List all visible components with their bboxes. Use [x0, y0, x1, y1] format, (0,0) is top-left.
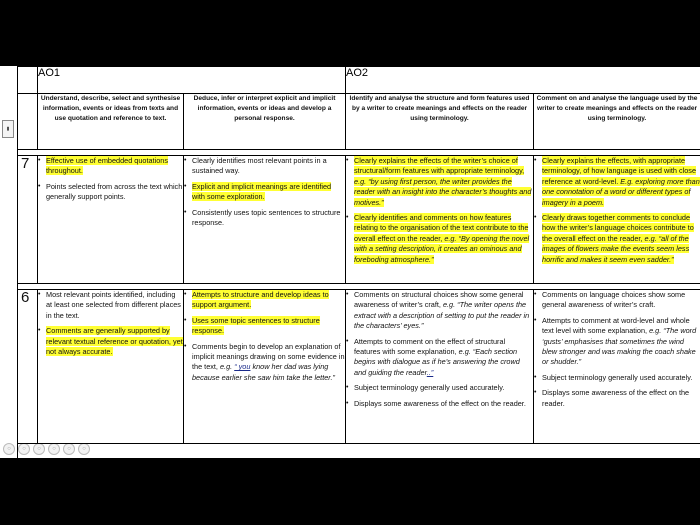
criterion-text: e.g. [220, 362, 235, 372]
criterion-item [534, 373, 700, 383]
band-cell [346, 156, 534, 284]
band-cell [184, 156, 346, 284]
criterion-text: Clearly identifies and comments on how features relating to the organisation of the text contribute to the overall effect on the reader, [354, 213, 529, 243]
criterion-item [184, 156, 345, 177]
criterion-item [346, 383, 533, 393]
criterion-text: Attempts to structure and develop ideas to support argument. [192, 290, 329, 310]
criterion-item [534, 290, 700, 311]
criterion-text: e.g. “The writer opens the extract with a description of setting to put the reader in the characters’ eyes.” [354, 300, 530, 331]
mark-scheme-table [17, 66, 700, 444]
corner-cell [18, 94, 38, 150]
criterion-text: Subject terminology generally used accurately. [542, 372, 693, 382]
criterion-text: Subject terminology generally used accurately. [354, 383, 505, 393]
criterion-text: Displays some awareness of the effect on the reader. [542, 388, 690, 408]
criterion-text: e.g. “all of the images of flowers make the events seem less horrific and makes it seem even sadder.” [542, 233, 690, 264]
criterion-text: Attempts to comment at word-level and whole text level with some explanation, [542, 315, 690, 336]
band-cell [184, 290, 346, 444]
band-cell [38, 156, 184, 284]
descriptor-cell: Deduce, infer or interpret explicit and implicit information, events or ideas and develop a personal response. [184, 94, 346, 150]
criterion-text: ..” [426, 367, 434, 377]
criterion-text: Consistently uses topic sentences to structure response. [192, 207, 341, 228]
criterion-text: e.g. “The word ‘gusts’ emphasises that sometimes the wind blew stronger and was making the coach shake or shudder.” [542, 326, 697, 367]
criterion-text: Clearly identifies most relevant points in a sustained way. [192, 156, 327, 176]
criterion-item [346, 290, 533, 332]
criterion-text: Comments on language choices show some general awareness of writer’s craft. [542, 290, 686, 310]
criterion-item [346, 156, 533, 208]
slide-viewport [0, 66, 700, 458]
criterion-item [184, 342, 345, 384]
criterion-item [346, 213, 533, 265]
descriptor-cell: Comment on and analyse the language used by the writer to create meanings and effects on the reader using terminology. [534, 94, 700, 150]
descriptor-cell: Identify and analyse the structure and form features used by a writer to create meanings and effects on the reader using terminology. [346, 94, 534, 150]
criterion-item [184, 182, 345, 203]
criterion-text: Most relevant points identified, including at least one selected from different places in the text. [46, 290, 181, 320]
band-row [18, 290, 700, 444]
criterion-text: know her dad was lying because earlier she saw him take the letter.” [192, 362, 335, 382]
band-number: 7 [18, 156, 38, 284]
criterion-text: Uses some topic sentences to structure response. [192, 315, 320, 336]
criterion-item [38, 326, 183, 357]
criterion-text: Clearly explains the effects, with appropriate terminology, of how language is used with close reference at word-level. [542, 156, 697, 186]
criterion-item [534, 316, 700, 368]
criterion-text: Points selected from across the text which generally support points. [46, 181, 183, 202]
criterion-item [38, 290, 183, 321]
band-number: 6 [18, 290, 38, 444]
criterion-item [184, 290, 345, 311]
criterion-text: Attempts to comment on the effect of structural features with some explanation, [354, 336, 506, 357]
criterion-text: e.g. “by using first person, the writer provides the reader with an insight into the character’s thoughts and motives.” [354, 176, 532, 207]
criterion-item [38, 182, 183, 203]
criterion-text: “ you [234, 362, 251, 372]
ao2-heading: AO2 [346, 67, 700, 94]
band-cell [38, 290, 184, 444]
criterion-item [184, 208, 345, 229]
descriptor-row [18, 94, 700, 150]
band-cell [346, 290, 534, 444]
pen-icon[interactable]: ○ [33, 443, 45, 455]
criterion-text: Comments are generally supported by relevant textual reference or quotation, yet not always accurate. [46, 326, 183, 357]
criterion-item [38, 156, 183, 177]
corner-cell [18, 67, 38, 94]
prev-icon[interactable]: ○ [3, 443, 15, 455]
band-row [18, 156, 700, 284]
slideshow-controls [3, 443, 90, 455]
criterion-item [534, 213, 700, 265]
band-cell [534, 290, 700, 444]
criterion-text: Effective use of embedded quotations throughout. [46, 156, 168, 176]
descriptor-cell: Understand, describe, select and synthesise information, events or ideas from texts and use quotation and reference to text. [38, 94, 184, 150]
page-thumbnail-icon[interactable]: ▮ [2, 120, 14, 138]
criterion-text: Explicit and implicit meanings are identified with some exploration. [192, 181, 332, 202]
criterion-item [346, 399, 533, 409]
criterion-item [534, 156, 700, 208]
criterion-item [346, 337, 533, 379]
criterion-text: Clearly explains the effects of the writer’s choice of structural/form features with appropriate terminology, [354, 156, 525, 176]
ao1-heading: AO1 [38, 67, 346, 94]
band-cell [534, 156, 700, 284]
criterion-text: Comments on structural choices show some general awareness of writer’s craft, [354, 290, 524, 310]
criterion-text: Displays some awareness of the effect on the reader. [354, 398, 526, 408]
criterion-item [534, 388, 700, 409]
next-icon[interactable]: ○ [18, 443, 30, 455]
ao-header-row [18, 67, 700, 94]
criterion-text: E.g. exploring more than one connotation of a word or different types of imagery in a poem. [542, 176, 700, 207]
menu-icon[interactable]: ○ [63, 443, 75, 455]
more-icon[interactable]: ○ [78, 443, 90, 455]
criterion-text: Clearly draws together comments to conclude how the writer’s language choices contribute to the overall effect on the reader, [542, 213, 694, 243]
criterion-text: Comments begin to develop an explanation of implicit meanings drawing on some evidence in the text, [192, 341, 345, 372]
criterion-item [184, 316, 345, 337]
criterion-text: e.g. “Each section begins with dialogue as if he’s answering the crowd and guiding the reader [354, 347, 520, 377]
criterion-text: e.g. “By opening the novel with a setting description, it creates an ominous and foreboding atmosphere.” [354, 233, 530, 264]
zoom-icon[interactable]: ○ [48, 443, 60, 455]
